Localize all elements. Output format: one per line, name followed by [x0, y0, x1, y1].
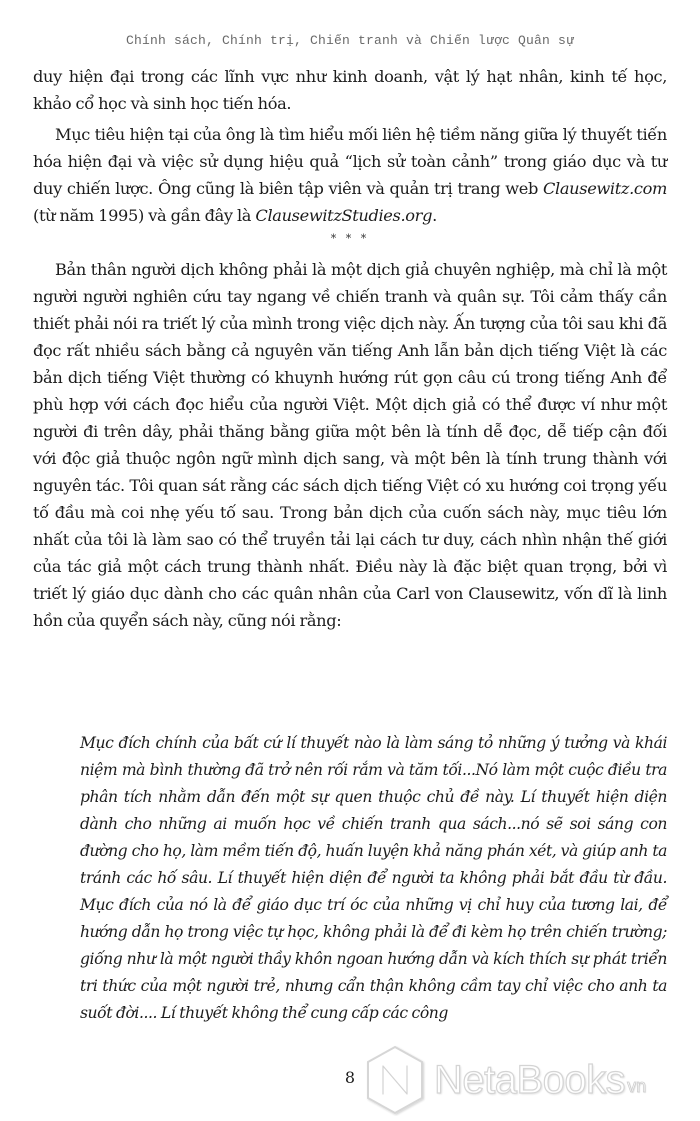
blockquote-clausewitz: [80, 730, 667, 1027]
paragraph-author-bio: [33, 121, 667, 229]
website-name-clausewitz-com: Clausewitz.com: [543, 179, 667, 198]
paragraph-text: Bản thân người dịch không phải là một dịch giả chuyên nghiệp, mà chỉ là một người người nghiên cứu tay ngang về chiến tranh và quân sự. Tôi cảm thấy cần thiết phải nói ra triết lý của mình trong việc dịch này. Ấn tượng của tôi sau khi đã đọc rất nhiều sách bằng cả nguyên văn tiếng Anh lẫn bản dịch tiếng Việt là các bản dịch tiếng Việt thường có khuynh hướng rút gọn câu cú trong tiếng Anh để phù hợp với cách đọc hiểu của người Việt. Một dịch giả có thể được ví như một người đi trên dây, phải thăng bằng giữa một bên là tính dễ đọc, dễ tiếp cận đối với độc giả thuộc ngôn ngữ mình dịch sang, và một bên là tính trung thành với nguyên tác. Tôi quan sát rằng các sách dịch tiếng Việt có xu hướng coi trọng yếu tố đầu mà coi nhẹ yếu tố sau. Trong bản dịch của cuốn sách này, mục tiêu lớn nhất của tôi là làm sao có thể truyền tải lại cách tư duy, cách nhìn nhận thế giới của tác giả một cách trung thành nhất. Điều này là đặc biệt quan trọng, bởi vì triết lý giáo dục dành cho các quân nhân của Carl von Clausewitz, vốn dĩ là linh hồn của quyển sách này, cũng nói rằng:: [33, 260, 667, 630]
website-name-clausewitz-studies: ClausewitzStudies.org: [255, 206, 433, 225]
paragraph-translator-note: [33, 256, 667, 634]
watermark-brand-text: NetaBooks: [434, 1057, 626, 1102]
paragraph-text-end: .: [432, 206, 437, 225]
netabooks-watermark: [364, 1044, 646, 1116]
watermark-domain-suffix: vn: [627, 1075, 647, 1096]
paragraph-text-start: Mục tiêu hiện tại của ông là tìm hiểu mối liên hệ tiềm năng giữa lý thuyết tiến hóa hiện đại và việc sử dụng hiệu quả “lịch sử toàn cảnh” trong giáo dục và tư duy chiến lược. Ông cũng là biên tập viên và quản trị trang web: [33, 125, 667, 198]
page-number: 8: [344, 1068, 356, 1087]
paragraph-continuation: [33, 63, 667, 117]
paragraph-text: [33, 121, 667, 229]
paragraph-text: duy hiện đại trong các lĩnh vực như kinh doanh, vật lý hạt nhân, kinh tế học, khảo cổ học và sinh học tiến hóa.: [33, 67, 667, 113]
section-break-asterisks: * * *: [330, 232, 370, 245]
quote-text: Mục đích chính của bất cứ lí thuyết nào là làm sáng tỏ những ý tưởng và khái niệm mà bình thường đã trở nên rối rắm và tăm tối...Nó làm một cuộc điều tra phân tích nhằm dẫn đến một sự quen thuộc chủ đề này. Lí thuyết hiện diện dành cho những ai muốn học về chiến tranh qua sách...nó sẽ soi sáng con đường cho họ, làm mềm tiến độ, huấn luyện khả năng phán xét, và giúp anh ta tránh các hố sâu. Lí thuyết hiện diện để người ta không phải bắt đầu từ đầu. Mục đích của nó là để giáo dục trí óc của những vị chỉ huy của tương lai, để hướng dẫn họ trong việc tự học, không phải là để đi kèm họ trên chiến trường; giống như là một người thầy khôn ngoan hướng dẫn và kích thích sự phát triển tri thức của một người trẻ, nhưng cẩn thận không cầm tay chỉ việc cho anh ta suốt đời.... Lí thuyết không thể cung cấp các công: [80, 734, 667, 1022]
netabooks-logo-icon: [364, 1044, 426, 1116]
running-header: Chính sách, Chính trị, Chiến tranh và Chiến lược Quân sự: [125, 33, 575, 48]
paragraph-text-middle: (từ năm 1995) và gần đây là: [33, 206, 256, 225]
